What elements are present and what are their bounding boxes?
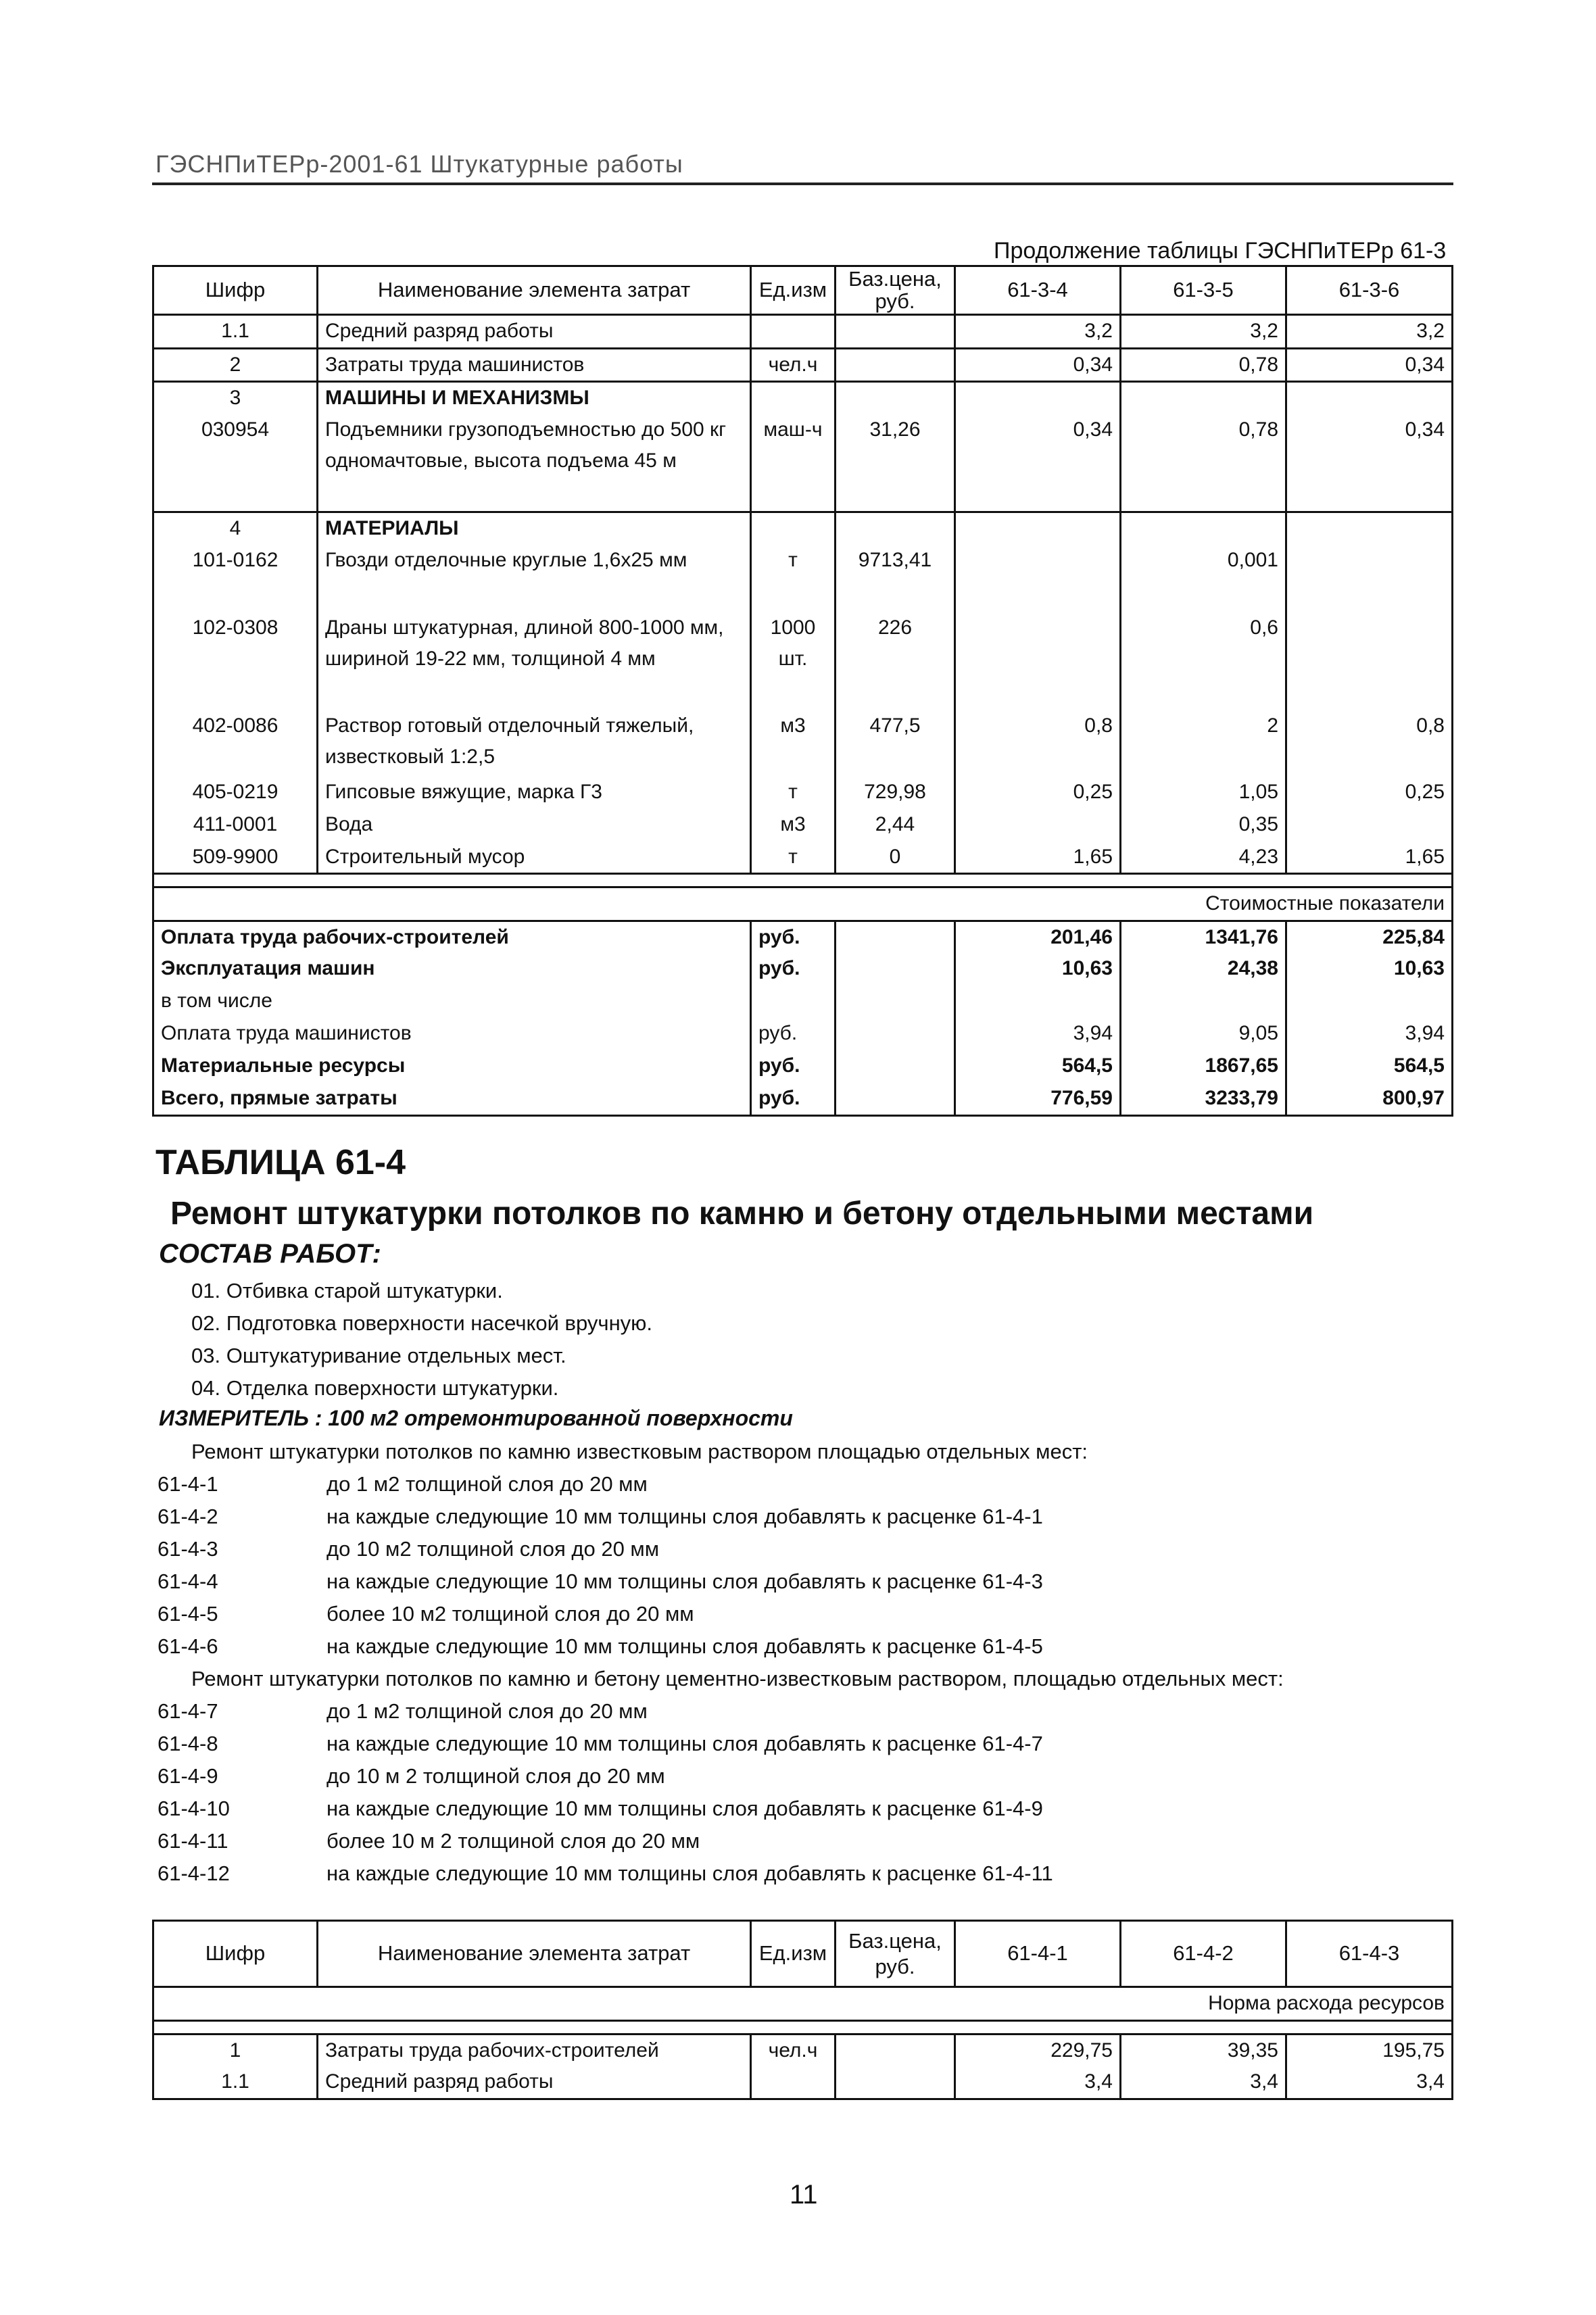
cell-code: 411-0001	[153, 809, 318, 842]
cost-row	[153, 1083, 1453, 1115]
rate-desc: более 10 м2 толщиной слоя до 20 мм	[327, 1602, 694, 1626]
cell-code: 4	[153, 512, 318, 545]
cell-code: 402-0086	[153, 710, 318, 777]
col-header-61-3-6: 61-3-6	[1286, 266, 1453, 315]
rate-desc: до 10 м2 толщиной слоя до 20 мм	[327, 1537, 660, 1561]
cell-value: 10,63	[1286, 953, 1453, 985]
cell-value: 3,94	[955, 1018, 1121, 1050]
cell-code: 101-0162	[153, 545, 318, 612]
cell-value: 0,25	[955, 777, 1121, 809]
norm-header: Норма расхода ресурсов	[153, 1987, 1453, 2021]
cell-value: 2	[1121, 710, 1286, 777]
cell-value: 3,2	[955, 315, 1121, 349]
table-row	[153, 2066, 1453, 2099]
cell-value: 3,2	[1121, 315, 1286, 349]
cell-value	[1286, 809, 1453, 842]
col-header-61-3-5: 61-3-5	[1121, 266, 1286, 315]
group-title: Ремонт штукатурки потолков по камню и бетону цементно-известковым раствором, площадью отдельных мест:	[191, 1667, 1284, 1690]
cost-header-row	[153, 887, 1453, 921]
cost-label: в том числе	[153, 985, 751, 1018]
cost-label: Оплата труда машинистов	[153, 1018, 751, 1050]
work-item: 03. Оштукатуривание отдельных мест.	[191, 1344, 566, 1367]
cell-value: 225,84	[1286, 921, 1453, 953]
cell-code: 405-0219	[153, 777, 318, 809]
cost-row	[153, 921, 1453, 953]
table-spacer-row	[153, 874, 1453, 887]
table-row	[153, 414, 1453, 512]
cell-unit: 1000 шт.	[751, 612, 836, 710]
cell-value: 4,23	[1121, 842, 1286, 874]
rate-desc: до 10 м 2 толщиной слоя до 20 мм	[327, 1764, 665, 1788]
cell-value: 201,46	[955, 921, 1121, 953]
cell-unit: руб.	[751, 953, 836, 985]
cell-unit	[751, 315, 836, 349]
cell-value: 0,34	[1286, 414, 1453, 512]
cell-value	[955, 985, 1121, 1018]
cost-header: Стоимостные показатели	[153, 887, 1453, 921]
col-header-61-4-2: 61-4-2	[1121, 1921, 1286, 1987]
cell-value	[1286, 545, 1453, 612]
rate-code: 61-4-5	[158, 1602, 218, 1626]
cell-name: Драны штукатурная, длиной 800-1000 мм, шириной 19-22 мм, толщиной 4 мм	[318, 612, 751, 710]
cell-name: Средний разряд работы	[318, 315, 751, 349]
cell-value: 10,63	[955, 953, 1121, 985]
cell-value: 3233,79	[1121, 1083, 1286, 1115]
cost-row	[153, 985, 1453, 1018]
rate-desc: до 1 м2 толщиной слоя до 20 мм	[327, 1699, 648, 1723]
cell-price: 477,5	[836, 710, 955, 777]
cost-row	[153, 1050, 1453, 1083]
rate-code: 61-4-3	[158, 1537, 218, 1561]
rate-desc: более 10 м 2 толщиной слоя до 20 мм	[327, 1829, 700, 1853]
cell-price: 31,26	[836, 414, 955, 512]
cell-value	[955, 545, 1121, 612]
cell-name: Подъемники грузоподъемностью до 500 кг одномачтовые, высота подъема 45 м	[318, 414, 751, 512]
cell-price	[836, 1018, 955, 1050]
cell-value: 564,5	[955, 1050, 1121, 1083]
col-header-code: Шифр	[153, 266, 318, 315]
cell-unit: т	[751, 842, 836, 874]
rate-code: 61-4-1	[158, 1472, 218, 1496]
cell-value: 0,34	[1286, 348, 1453, 382]
cell-value: 3,4	[1286, 2066, 1453, 2099]
rate-code: 61-4-4	[158, 1569, 218, 1593]
rate-desc: на каждые следующие 10 мм толщины слоя добавлять к расценке 61-4-5	[327, 1634, 1043, 1658]
cell-code: 102-0308	[153, 612, 318, 710]
cell-code: 1.1	[153, 2066, 318, 2099]
cell-value: 24,38	[1121, 953, 1286, 985]
cell-value	[1286, 612, 1453, 710]
rate-code: 61-4-7	[158, 1699, 218, 1723]
cell-unit: руб.	[751, 1018, 836, 1050]
col-header-price: Баз.цена, руб.	[836, 1921, 955, 1987]
col-header-price: Баз.цена, руб.	[836, 266, 955, 315]
work-item: 01. Отбивка старой штукатурки.	[191, 1279, 503, 1302]
cell-price	[836, 985, 955, 1018]
cell-price: 9713,41	[836, 545, 955, 612]
rate-desc: на каждые следующие 10 мм толщины слоя добавлять к расценке 61-4-9	[327, 1797, 1043, 1820]
cell-value: 3,4	[1121, 2066, 1286, 2099]
cell-value: 0,001	[1121, 545, 1286, 612]
cost-label: Эксплуатация машин	[153, 953, 751, 985]
cell-code: 1.1	[153, 315, 318, 349]
table-row-section	[153, 382, 1453, 414]
group-title: Ремонт штукатурки потолков по камню известковым раствором площадью отдельных мест:	[191, 1440, 1088, 1463]
rate-code: 61-4-8	[158, 1732, 218, 1755]
cost-label: Материальные ресурсы	[153, 1050, 751, 1083]
cell-unit: м3	[751, 809, 836, 842]
cell-unit: чел.ч	[751, 2034, 836, 2066]
cell-price	[836, 2034, 955, 2066]
table-row	[153, 348, 1453, 382]
cell-value: 564,5	[1286, 1050, 1453, 1083]
table-header-row	[153, 1921, 1453, 1987]
cell-value: 195,75	[1286, 2034, 1453, 2066]
cell-value: 0,6	[1121, 612, 1286, 710]
rate-code: 61-4-2	[158, 1505, 218, 1528]
cell-price: 729,98	[836, 777, 955, 809]
table-spacer-row	[153, 2020, 1453, 2034]
col-header-61-4-1: 61-4-1	[955, 1921, 1121, 1987]
rate-desc: на каждые следующие 10 мм толщины слоя добавлять к расценке 61-4-11	[327, 1861, 1053, 1885]
col-header-name: Наименование элемента затрат	[318, 266, 751, 315]
cell-code: 3	[153, 382, 318, 414]
cell-value: 3,4	[955, 2066, 1121, 2099]
cell-value: 0,8	[955, 710, 1121, 777]
rate-desc: до 1 м2 толщиной слоя до 20 мм	[327, 1472, 648, 1496]
cell-unit: руб.	[751, 1050, 836, 1083]
resource-table-61-4	[152, 1920, 1453, 2100]
table-row	[153, 315, 1453, 349]
col-header-name: Наименование элемента затрат	[318, 1921, 751, 1987]
cell-price	[836, 348, 955, 382]
cost-row	[153, 1018, 1453, 1050]
cell-price	[836, 1050, 955, 1083]
cell-value: 800,97	[1286, 1083, 1453, 1115]
cell-code: 1	[153, 2034, 318, 2066]
table-row	[153, 842, 1453, 874]
cost-label: Всего, прямые затраты	[153, 1083, 751, 1115]
cell-name: Раствор готовый отделочный тяжелый, известковый 1:2,5	[318, 710, 751, 777]
cell-value: 1,05	[1121, 777, 1286, 809]
rate-code: 61-4-9	[158, 1764, 218, 1788]
cell-name: Гипсовые вяжущие, марка Г3	[318, 777, 751, 809]
running-header: ГЭСНПиТЕРр-2001-61 Штукатурные работы	[155, 150, 683, 178]
cell-name: Затраты труда рабочих-строителей	[318, 2034, 751, 2066]
rate-code: 61-4-10	[158, 1797, 230, 1820]
col-header-unit: Ед.изм	[751, 1921, 836, 1987]
cell-price	[836, 2066, 955, 2099]
cell-value: 1,65	[1286, 842, 1453, 874]
cell-value	[955, 612, 1121, 710]
col-header-61-3-4: 61-3-4	[955, 266, 1121, 315]
resource-table-61-3	[152, 265, 1453, 1117]
cell-unit: маш-ч	[751, 414, 836, 512]
work-item: 04. Отделка поверхности штукатурки.	[191, 1376, 559, 1400]
cell-name: Строительный мусор	[318, 842, 751, 874]
table-row	[153, 612, 1453, 710]
cell-code: 030954	[153, 414, 318, 512]
cell-value: 0,35	[1121, 809, 1286, 842]
cell-price: 226	[836, 612, 955, 710]
rate-desc: на каждые следующие 10 мм толщины слоя добавлять к расценке 61-4-1	[327, 1505, 1043, 1528]
table-row	[153, 710, 1453, 777]
cell-value: 39,35	[1121, 2034, 1286, 2066]
cell-value	[1121, 985, 1286, 1018]
cell-price	[836, 953, 955, 985]
header-rule	[152, 182, 1453, 185]
work-item: 02. Подготовка поверхности насечкой вручную.	[191, 1311, 653, 1335]
cell-unit: т	[751, 545, 836, 612]
table-row	[153, 777, 1453, 809]
rate-code: 61-4-11	[158, 1829, 228, 1853]
rate-desc: на каждые следующие 10 мм толщины слоя добавлять к расценке 61-4-7	[327, 1732, 1043, 1755]
section-title-materials: МАТЕРИАЛЫ	[318, 512, 751, 545]
cell-unit: т	[751, 777, 836, 809]
cell-name: Вода	[318, 809, 751, 842]
cell-value: 0,34	[955, 414, 1121, 512]
cell-value	[1286, 985, 1453, 1018]
section-title: Ремонт штукатурки потолков по камню и бетону отдельными местами	[170, 1196, 1314, 1232]
table-header-row	[153, 266, 1453, 315]
cell-unit: чел.ч	[751, 348, 836, 382]
work-composition-label: СОСТАВ РАБОТ:	[159, 1239, 381, 1269]
col-header-61-4-3: 61-4-3	[1286, 1921, 1453, 1987]
cell-value	[955, 809, 1121, 842]
cell-name: Затраты труда машинистов	[318, 348, 751, 382]
section-title-machines: МАШИНЫ И МЕХАНИЗМЫ	[318, 382, 751, 414]
cell-name: Средний разряд работы	[318, 2066, 751, 2099]
cell-value: 0,25	[1286, 777, 1453, 809]
cost-label: Оплата труда рабочих-строителей	[153, 921, 751, 953]
page-number: 11	[790, 2180, 818, 2210]
col-header-unit: Ед.изм	[751, 266, 836, 315]
col-header-code: Шифр	[153, 1921, 318, 1987]
cell-value: 9,05	[1121, 1018, 1286, 1050]
cell-value: 776,59	[955, 1083, 1121, 1115]
cell-unit: руб.	[751, 1083, 836, 1115]
cell-unit: м3	[751, 710, 836, 777]
table-title: ТАБЛИЦА 61-4	[155, 1143, 406, 1182]
cell-unit	[751, 985, 836, 1018]
cell-value: 1341,76	[1121, 921, 1286, 953]
cell-value: 3,94	[1286, 1018, 1453, 1050]
cell-price	[836, 921, 955, 953]
table-continuation-caption: Продолжение таблицы ГЭСНПиТЕРр 61-3	[994, 238, 1447, 264]
cell-unit: руб.	[751, 921, 836, 953]
rate-code: 61-4-6	[158, 1634, 218, 1658]
norm-header-row	[153, 1987, 1453, 2021]
cell-price: 2,44	[836, 809, 955, 842]
cell-value: 0,78	[1121, 348, 1286, 382]
table-row	[153, 545, 1453, 612]
cell-value: 229,75	[955, 2034, 1121, 2066]
cell-price: 0	[836, 842, 955, 874]
cell-unit	[751, 2066, 836, 2099]
cell-value: 0,8	[1286, 710, 1453, 777]
cell-value: 3,2	[1286, 315, 1453, 349]
table-row	[153, 2034, 1453, 2066]
cell-value: 0,78	[1121, 414, 1286, 512]
cell-name: Гвозди отделочные круглые 1,6х25 мм	[318, 545, 751, 612]
measurement-unit: ИЗМЕРИТЕЛЬ : 100 м2 отремонтированной поверхности	[159, 1406, 793, 1430]
cell-price	[836, 1083, 955, 1115]
table-row-section	[153, 512, 1453, 545]
cell-value: 1867,65	[1121, 1050, 1286, 1083]
rate-desc: на каждые следующие 10 мм толщины слоя добавлять к расценке 61-4-3	[327, 1569, 1043, 1593]
cost-row	[153, 953, 1453, 985]
rate-code: 61-4-12	[158, 1861, 230, 1885]
cell-price	[836, 315, 955, 349]
cell-value: 1,65	[955, 842, 1121, 874]
table-row	[153, 809, 1453, 842]
cell-code: 2	[153, 348, 318, 382]
cell-value: 0,34	[955, 348, 1121, 382]
cell-code: 509-9900	[153, 842, 318, 874]
